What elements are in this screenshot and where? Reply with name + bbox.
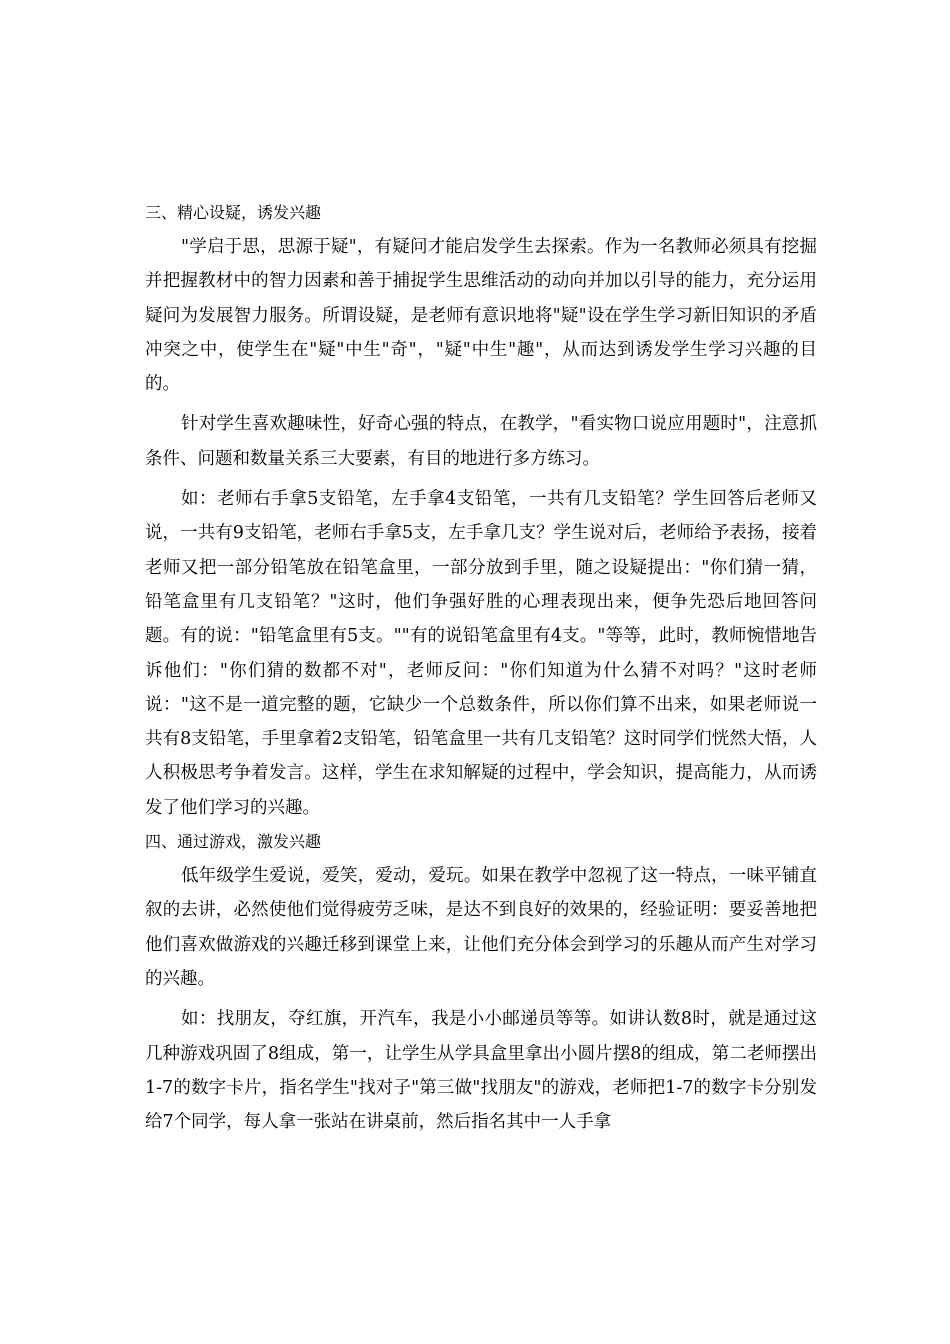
document-page xyxy=(145,196,817,1139)
section-heading: 四、通过游戏，激发兴趣 xyxy=(145,832,322,852)
section-heading: 三、精心设疑，诱发兴趣 xyxy=(145,203,322,222)
body-paragraph: 如：老师右手拿5支铅笔，左手拿4支铅笔，一共有几支铅笔？学生回答后老师又说，一共有9支铅笔，老师右手拿5支，左手拿几支？学生说对后，老师给予表扬，接着老师又把一部分铅笔放在铅笔盒里，一部分放到手里，随之设疑提出："你们猜一猜，铅笔盒里有几支铅笔？"这时，他们争强好胜的心理表现出来，便争先恐后地回答问题。有的说："铅笔盒里有5支。""有的说铅笔盒里有4支。"等等，此时，教师惋惜地告诉他们："你们猜的数都不对"，老师反问："你们知道为什么猜不对吗？"这时老师说："这不是一道完整的题，它缺少一个总数条件，所以你们算不出来，如果老师说一共有8支铅笔，手里拿着2支铅笔，铅笔盒里一共有几支铅笔？这时同学们恍然大悟，人人积极思考争着发言。这样，学生在求知解疑的过程中，学会知识，提高能力，从而诱发了他们学习的兴趣。 xyxy=(145,489,817,818)
body-paragraph: 如：找朋友，夺红旗，开汽车，我是小小邮递员等等。如讲认数8时，就是通过这几种游戏巩固了8组成，第一，让学生从学具盒里拿出小圆片摆8的组成，第二老师摆出1-7的数字卡片，指名学生"找对子"第三做"找朋友"的游戏，老师把1-7的数字卡分别发给7个同学，每人拿一张站在讲桌前，然后指名其中一人手拿 xyxy=(145,1009,817,1133)
body-paragraph: "学启于思，思源于疑"，有疑问才能启发学生去探索。作为一名教师必须具有挖掘并把握教材中的智力因素和善于捕捉学生思维活动的动向并加以引导的能力，充分运用疑问为发展智力服务。所谓设疑，是老师有意识地将"疑"设在学生学习新旧知识的矛盾冲突之中，使学生在"疑"中生"奇"，"疑"中生"趣"，从而达到诱发学生学习兴趣的目的。 xyxy=(145,237,817,395)
body-paragraph: 低年级学生爱说，爱笑，爱动，爱玩。如果在教学中忽视了这一特点，一味平铺直叙的去讲，必然使他们觉得疲劳乏味，是达不到良好的效果的，经验证明：要妥善地把他们喜欢做游戏的兴趣迁移到课堂上来，让他们充分体会到学习的乐趣从而产生对学习的兴趣。 xyxy=(145,866,817,989)
body-paragraph: 针对学生喜欢趣味性，好奇心强的特点，在教学，"看实物口说应用题时"，注意抓条件、问题和数量关系三大要素，有目的地进行多方练习。 xyxy=(145,414,817,469)
